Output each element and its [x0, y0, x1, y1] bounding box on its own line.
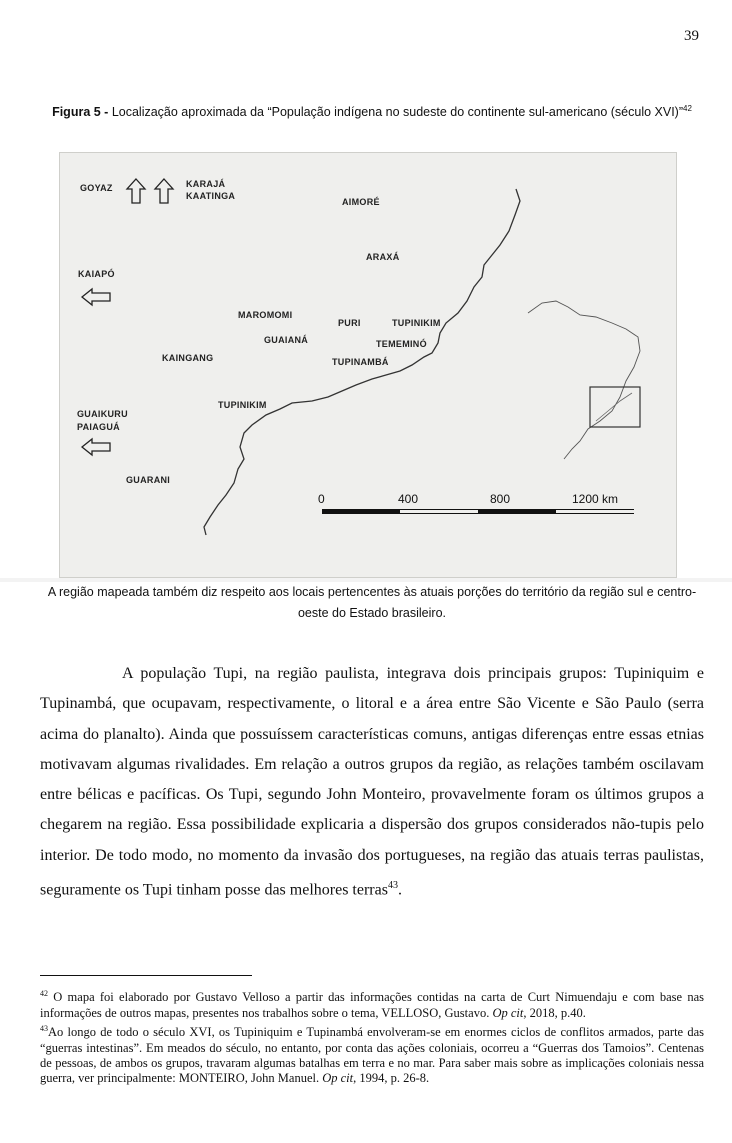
scale-label-800: 800: [490, 492, 511, 506]
scale-bar-segment: [400, 510, 478, 513]
arrow-left-kaiapo-icon: [82, 289, 110, 305]
footnote-text: O mapa foi elaborado por Gustavo Velloso a partir das informações contidas na carta de Curt Nimuendaju e com base nas informações de outros mapas, presentes nos trabalhos sobre o tema, VELLOSO, Gustavo.: [40, 990, 704, 1020]
footnote-italic: Op cit: [492, 1005, 524, 1020]
footnote-number: 42: [40, 989, 48, 998]
label-aimore: AIMORÉ: [342, 197, 380, 207]
footnotes: [40, 986, 704, 1087]
label-tupinamba: TUPINAMBÁ: [332, 357, 389, 367]
inset-frame: [590, 387, 640, 427]
map-image: [60, 153, 676, 577]
label-tupinikim-north: TUPINIKIM: [392, 318, 441, 328]
figure-note: A região mapeada também diz respeito aos locais pertencentes às atuais porções do território da região sul e centro-oeste do Estado brasileiro.: [47, 585, 697, 620]
body-paragraph: [40, 659, 704, 906]
label-maromomi: MAROMOMI: [238, 310, 293, 320]
scale-label-400: 400: [398, 492, 419, 506]
label-araxa: ARAXÁ: [366, 252, 400, 262]
scale-label-0: 0: [318, 492, 325, 506]
figure-caption: [40, 101, 704, 120]
label-guaiana: GUAIANÁ: [264, 335, 309, 345]
map-figure: [59, 152, 677, 578]
label-goyaz: GOYAZ: [80, 183, 113, 193]
arrow-up-goyaz-icon: [127, 179, 145, 203]
label-kaiapo: KAIAPÓ: [78, 269, 115, 279]
arrow-up-karaja-icon: [155, 179, 173, 203]
body-paragraph-text: A população Tupi, na região paulista, integrava dois principais grupos: Tupiniquim e Tupinambá, que ocupavam, respectivamente, o litoral e a área entre São Vicente e São Paulo (serra acima do planalto). Ainda que possuíssem características comuns, antigas diferenças entre essas etnias motivavam algumas rivalidades. Em relação a outros grupos da região, as relações também oscilavam entre bélicas e pacíficas. Os Tupi, segundo John Monteiro, provavelmente foram os últimos grupos a chegarem na região. Essa possibilidade explicaria a dispersão dos grupos considerados não-tupis pelo interior. De todo modo, no momento da invasão dos portugueses, na região das atuais terras paulistas, seguramente os Tupi tinham posse das melhores terras: [40, 665, 704, 899]
scale-bar-segment: [556, 510, 634, 513]
footnote-43: [40, 1021, 704, 1087]
body-paragraph-end: .: [397, 881, 402, 899]
label-guaikuru: GUAIKURU: [77, 409, 128, 419]
footnote-separator: [40, 975, 252, 976]
figure-label: Figura 5 -: [52, 105, 109, 120]
footnote-number: 43: [40, 1023, 48, 1033]
footnote-italic: Op cit: [322, 1071, 354, 1086]
footnote-text-end: , 2018, p.40.: [523, 1005, 586, 1020]
label-karaja: KARAJÁ: [186, 179, 226, 189]
label-kaatinga: KAATINGA: [186, 191, 236, 201]
label-paiagua: PAIAGUÁ: [77, 422, 120, 432]
page-number: 39: [684, 28, 699, 44]
footnote-ref-43: 43: [387, 880, 398, 892]
footnote-text-end: , 1994, p. 26-8.: [353, 1071, 430, 1086]
body-text: [40, 659, 704, 906]
label-kaingang: KAINGANG: [162, 353, 214, 363]
figure-title: Localização aproximada da “População indígena no sudeste do continente sul-americano (século XVI)”: [108, 105, 683, 120]
inset-map-outline: [528, 301, 640, 459]
label-temimino: TEMEMINÓ: [376, 339, 427, 349]
footnote-42: [40, 986, 704, 1021]
label-guarani: GUARANI: [126, 475, 171, 485]
label-tupinikim-south: TUPINIKIM: [218, 400, 267, 410]
footnote-text: Ao longo de todo o século XVI, os Tupiniquim e Tupinambá envolveram-se em enormes ciclos de conflitos armados, parte das “guerras intestinas”. Em meados do século, no entanto, por conta das ações coloniais, ocorreu a “Guerras dos Tamoios”. Centenas de pessoas, de ambos os grupos, travaram algumas batalhas em terra e no mar. Para saber mais sobre as implicações coloniais nessa guerra, ver principalmente: MONTEIRO, John Manuel.: [40, 1025, 704, 1086]
label-puri: PURI: [338, 318, 361, 328]
scale-label-1200: 1200 km: [572, 492, 619, 506]
figure-footnote-ref: 42: [683, 104, 692, 113]
arrow-left-guaikuru-icon: [82, 439, 110, 455]
